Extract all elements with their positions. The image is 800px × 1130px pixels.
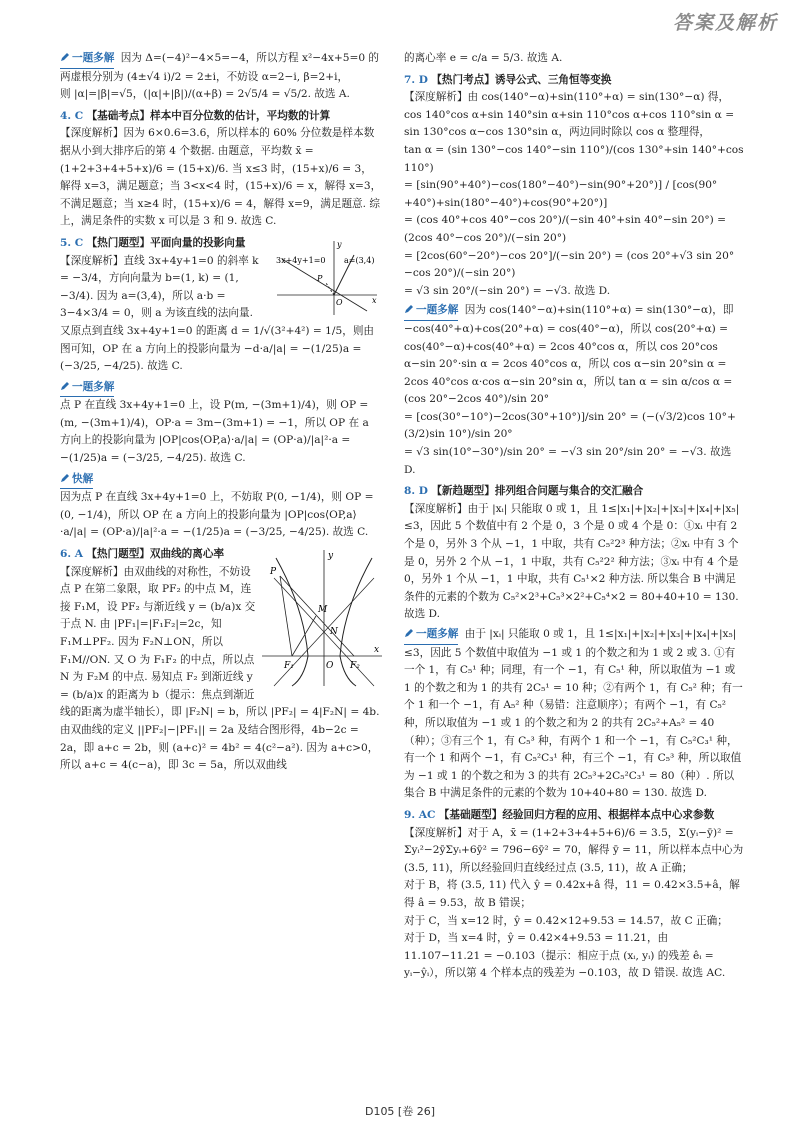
text-line: = (cos 40°+cos 40°−cos 20°)/(−sin 40°+sin 40°−sin 20°) = (2cos 40°−cos 20°)/(−sin 20°) xyxy=(404,214,727,244)
text-line: = √3 sin 20°/(−sin 20°) = −√3. 故选 D. xyxy=(404,284,611,297)
text-line: tan α = (sin 130°−cos 140°−sin 110°)/(cos 130°+sin 140°+cos 110°) xyxy=(404,143,744,174)
x-axis-label: x xyxy=(372,295,377,305)
y-axis-label: y xyxy=(337,239,342,249)
point-p-label: P xyxy=(317,273,323,283)
text-line: 由于 |xᵢ| 只能取 0 或 1，且 1≤|x₁|+|x₂|+|x₃|+|x₄|+|x₅|≤3，因此 5 个数值中取值为 −1 或 1 的个数之和为 1 或 2 或 3. ①有一个 1，有 C₅¹ 种；同理，有一个 −1，有 C₅¹ 种，所以取值为 −1 或 1 的个数之和为 1 的共有 2C₅¹ = 10 种；②有两个 1，有 C₅² 种；有一个 1 和一个 −1，有 A₅² 种（易错：注意顺序）；有两个 −1，有 C₅² 种，所以取值为 −1 或 1 的个数之和为 2 的共有 2C₅²+A₅² = 40（种）；③有三个 1，有 C₅³ 种，有两个 1 和一个 −1，有 C₅²C₃¹ 种，有一个 1 和两个 −1，有 C₅²C₃¹ 种，有三个 −1，有 C₅³ 种，所以取值为 −1 或 1 的个数之和为 3 的共有 2C₅³+2C₅²C₃¹ = 80（种）. 所以集合 B 中满足条件的元素的个数为 10+40+80 = 130. 故选 D. xyxy=(404,628,743,800)
text-line: = [2cos(60°−20°)−cos 20°]/(−sin 20°) = (cos 20°+√3 sin 20°−cos 20°)/(−sin 20°) xyxy=(404,249,735,280)
text-line: 因为 Δ=(−4)²−4×5=−4，所以方程 x²−4x+5=0 的两虚根分别为 (4±√4 i)/2 = 2±i，不妨设 α=2−i, β=2+i， xyxy=(60,52,380,83)
text-line: 则 |α|=|β|=√5，(|α|+|β|)/(α+β) = 2√5/4 = √5/2. 故选 A. xyxy=(60,88,350,101)
page-footer: D105 [卷 26] xyxy=(364,1105,436,1118)
question-number: 7. D xyxy=(404,73,428,86)
text-line: 又原点到直线 3x+4y+1=0 的距离 d = 1/√(3²+4²) = 1/5，则由图可知，OP 在 a 方向上的投影向量为 −d·a/|a| = −(1/25)a = (−3/25, −4/25). 故选 C. xyxy=(60,324,375,373)
pen-icon xyxy=(60,52,70,62)
question-6 xyxy=(60,546,382,775)
pen-icon xyxy=(60,473,70,483)
question-number: 9. AC xyxy=(404,808,436,821)
right-column xyxy=(404,50,744,987)
question-tag: 【基础题型】经验回归方程的应用、根据样本点中心求参数 xyxy=(438,808,715,821)
point-n-label: N xyxy=(330,627,338,638)
pen-icon xyxy=(404,628,414,638)
point-m-label: M xyxy=(318,605,328,616)
text-line: 【深度解析】对于 A，x̄ = (1+2+3+4+5+6)/6 = 3.5，Σ(yᵢ−ȳ)² = Σyᵢ²−2ȳΣyᵢ+6ȳ² = 796−6ȳ² = 70，解得 ȳ = 11，所以样本点中心为 (3.5, 11)，所以经验回归直线经过点 (3.5, 11)，故 A 正确； xyxy=(404,826,744,874)
q6-continuation: 的离心率 e = c/a = 5/3. 故选 A. xyxy=(404,52,563,64)
vector-a-label: a=(3,4) xyxy=(344,255,375,265)
page-header-title: 答案及解析 xyxy=(672,12,778,34)
focus-f1-label: F₁ xyxy=(284,661,294,672)
question-9 xyxy=(404,807,744,983)
left-column xyxy=(60,50,382,779)
question-tag: 【热门题型】平面向量的投影向量 xyxy=(86,236,246,249)
question-tag: 【新趋题型】排列组合问题与集合的交汇融合 xyxy=(431,485,644,498)
text-line: 对于 D，当 x=4 时，ŷ = 0.42×4+9.53 = 11.21，由 11.107−11.21 = −0.103（提示：相应于点 (xᵢ, yᵢ) 的残差 êᵢ = yᵢ−ŷᵢ），所以第 4 个样本点的残差为 −0.103，故 D 错误. 故选 AC. xyxy=(404,932,726,980)
text-line: 点 P 在直线 3x+4y+1=0 上，设 P(m, −(3m+1)/4)，则 OP = (m, −(3m+1)/4)，OP·a = 3m−(3m+1) = −1，所以 OP 在 a 方向上的投影向量为 |OP|cos⟨OP,a⟩·a/|a| = (OP·a)/|a|²·a = −(1/25)a = (−3/25, −4/25). 故选 C. xyxy=(60,399,369,465)
x-axis-label: x xyxy=(374,645,380,656)
pen-icon xyxy=(60,381,70,391)
text-line: 对于 B，将 (3.5, 11) 代入 ŷ = 0.42x+â 得，11 = 0.42×3.5+â，解得 â = 9.53，故 B 错误； xyxy=(404,879,740,909)
origin-label: O xyxy=(336,297,343,307)
vector-projection-figure xyxy=(272,237,382,317)
question-7 xyxy=(404,72,744,480)
hyperbola-figure xyxy=(262,548,382,688)
text-line: 因为点 P 在直线 3x+4y+1=0 上，不妨取 P(0, −1/4)，则 OP = (0, −1/4)，所以 OP 在 a 方向上的投影向量为 |OP|cos⟨OP,a⟩·a/|a| = (OP·a)/|a|²·a = −(1/25)a = (−3/25, −4/25). 故选 C. xyxy=(60,491,374,539)
text-line: 因为 cos(140°−α)+sin(110°+α) = sin(130°−α)，即 −cos(40°+α)+cos(20°+α) = cos(40°−α)，所以 cos(20°+α) = cos(40°−α)+cos(40°+α) = 2cos 40°cos α，所以 cos 20°cos α−sin 20°·sin α = 2cos 40°cos α，所以 cos α−sin 20°sin α = 2cos 40°cos α·cos α−sin 20°sin α，所以 tan α = sin α/cos α = (cos 20°−2cos 40°)/sin 20° xyxy=(404,304,734,406)
question-number: 8. D xyxy=(404,485,428,498)
question-8 xyxy=(404,483,744,803)
text-line: 【深度解析】直线 3x+4y+1=0 的斜率 k = −3/4，方向向量为 b=(1, k) = (1, −3/4). 因为 a=(3,4)，所以 a·b = 3−4×3/4 = 0，则 a 为该直线的法向量. xyxy=(60,254,259,320)
question-number: 5. C xyxy=(60,236,84,249)
alt-solution-tag: 一题多解 xyxy=(60,379,114,398)
question-5 xyxy=(60,235,382,542)
focus-f2-label: F₂ xyxy=(350,661,360,672)
line-label: 3x+4y+1=0 xyxy=(276,255,326,265)
text-line: 对于 C，当 x=12 时，ŷ = 0.42×12+9.53 = 14.57，故 C 正确； xyxy=(404,914,728,927)
y-axis-label: y xyxy=(328,551,334,562)
question-tag: 【热门考点】诱导公式、三角恒等变换 xyxy=(431,73,612,86)
text-line: 【深度解析】由 cos(140°−α)+sin(110°+α) = sin(130°−α) 得，cos 140°cos α+sin 140°sin α+sin 110°cos α+cos 110°sin α = sin 130°cos α−cos 130°sin α，两边同时除以 cos α 整理得， xyxy=(404,91,735,139)
origin-label: O xyxy=(326,661,334,672)
alt-solution-tag: 一题多解 xyxy=(404,302,458,321)
text-line: 【深度解析】由于 |xᵢ| 只能取 0 或 1，且 1≤|x₁|+|x₂|+|x₃|+|x₄|+|x₅|≤3，因此 5 个数值中有 2 个是 0，3 个是 0 或 4 个是 0：①xᵢ 中有 2 个是 0，另外 3 个从 −1，1 中取，共有 C₅²2³ 种方法；②xᵢ 中有 3 个是 0，另外 2 个从 −1，1 中取，共有 C₅²2² 种方法；③xᵢ 中有 4 个是 0，另外 1 个从 −1，1 中取，共有 C₅¹×2 种方法. 所以集合 B 中满足条件的元素的个数为 C₅²×2³+C₅³×2²+C₅⁴×2 = 80+40+10 = 130. 故选 D. xyxy=(404,502,740,621)
question-tag: 【基础考点】样本中百分位数的估计，平均数的计算 xyxy=(86,109,331,122)
question-4 xyxy=(60,108,382,231)
question-number: 6. A xyxy=(60,548,83,561)
alt-solution-tag: 一题多解 xyxy=(60,50,114,69)
pen-icon xyxy=(404,304,414,314)
q3-alternate-solution xyxy=(60,50,382,104)
text-line: = √3 sin(10°−30°)/sin 20° = −√3 sin 20°/sin 20° = −√3. 故选 D. xyxy=(404,446,732,476)
alt-solution-tag: 一题多解 xyxy=(404,626,458,645)
text-line: 【深度解析】由双曲线的对称性，不妨设点 P 在第二象限，取 PF₂ 的中点 M，连接 F₁M，设 PF₂ 与渐近线 y = (b/a)x 交于点 N. 由 |PF₁|=|F₁F₂|=2c，知 F₁M⊥PF₂. 因为 F₂N⊥ON，所以 F₁M//ON. 又 O 为 F₁F₂ 的中点，所以点 N 为 F₂M 的中点. 易知点 F₂ 到渐近线 y = (b/a)x 的距离为 b（提示：焦点到渐近线的距离为虚半轴长），即 |F₂N| = b，所以 |PF₂| = 4|F₂N| = 4b. 由双曲线的定义 ||PF₂|−|PF₁|| = 2a 及结合图形得，4b−2c = 2a，即 a+c = 2b，则 (a+c)² = 4b² = 4(c²−a²). 因为 a+c>0，所以 a+c = 4(c−a)，即 3c = 5a，所以双曲线 xyxy=(60,565,380,772)
text-line: 【深度解析】因为 6×0.6=3.6，所以样本的 60% 分位数是样本数据从小到大排序后的第 4 个数据. 由题意，平均数 x̄ = (1+2+3+4+5+x)/6 = (15+x)/6. 当 x≤3 时，(15+x)/6 = 3，解得 x=3，满足题意；当 3<x<4 时，(15+x)/6 = x，解得 x=3，不满足题意；当 x≥4 时，(15+x)/6 = 4，解得 x=9，满足题意. 综上，满足条件的实数 x 可以是 3 和 9. 故选 C. xyxy=(60,127,382,228)
quick-solution-tag: 快解 xyxy=(60,471,93,490)
text-line: = [sin(90°+40°)−cos(180°−40°)−sin(90°+20°)] / [cos(90°+40°)+sin(180°−40°)+cos(90°+20°)] xyxy=(404,179,718,209)
point-p-label: P xyxy=(270,567,277,578)
text-line: = [cos(30°−10°)−2cos(30°+10°)]/sin 20° = (−(√3/2)cos 10°+(3/2)sin 10°)/sin 20° xyxy=(404,410,736,441)
question-number: 4. C xyxy=(60,109,84,122)
question-tag: 【热门题型】双曲线的离心率 xyxy=(86,548,225,561)
